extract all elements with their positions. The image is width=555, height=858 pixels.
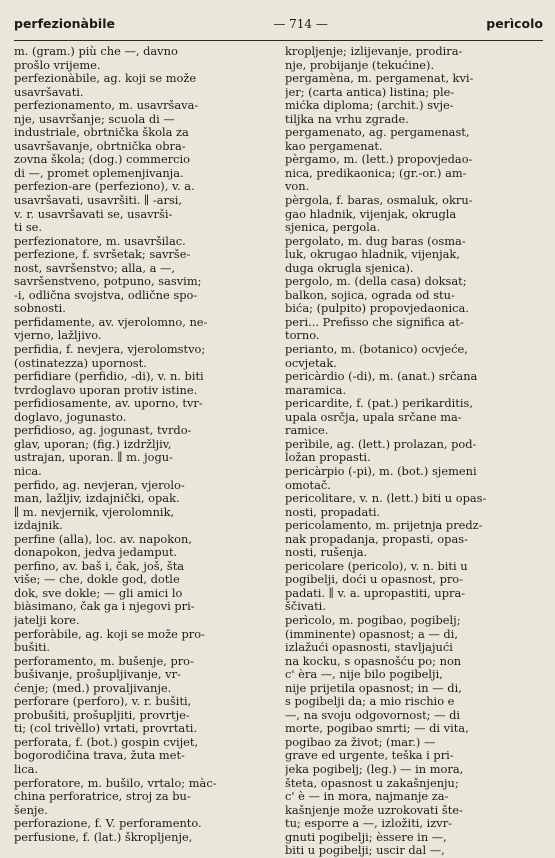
entry-line: mićka diploma; (archit.) svje- [285,98,454,113]
entry-line: perianto, m. (botanico) ocvjeće, [285,342,468,357]
entry-line: peri... Prefisso che significa at- [285,314,464,329]
entry-line: perforata, f. (bot.) gospin cvijet, [14,734,199,749]
entry-line: nje, usavršanje; scuola di — [14,111,175,126]
entry-line: pergolato, m. dug baras (osma- [285,233,466,248]
entry-line: ocvjetak. [285,355,337,370]
entry-line: perfezion-are (perfeziono), v. a. [14,179,195,194]
entry-line: perfidamente, av. vjerolomno, ne- [14,314,208,329]
entry-line: nost, savršenstvo; alla, a —, [14,260,176,275]
entry-line: perfezionamento, m. usavršava- [14,98,199,113]
entry-line: s pogibelji da; a mio rischio e [285,694,455,709]
entry-line: perfusione, f. (lat.) škropljenje, [14,829,193,844]
entry-line: perfidiosamente, av. uporno, tvr- [14,396,203,411]
entry-line: ustrajan, uporan. ∥ m. jogu- [14,450,173,465]
entry-line: izdajnik. [14,518,63,533]
entry-line: perfidiare (perfidio, -di), v. n. biti [14,369,204,384]
page-number: — 714 — [273,17,328,31]
entry-line: pericolitare, v. n. (lett.) biti u opas- [285,491,487,506]
columns [14,45,543,858]
entry-line: morte, pogibao smrti; — di vita, [285,721,469,736]
entry-line: perfine (alla), loc. av. napokon, [14,531,192,546]
entry-line: perforatore, m. bušilo, vrtalo; màc- [14,775,217,790]
entry-line: perfidioso, ag. jogunast, tvrdo- [14,423,192,438]
entry-line: ćenje; (med.) provaljivanje. [14,680,172,695]
entry-line: donapokon, jedva jedamput. [14,545,178,560]
entry-line: c' è — in mora, najmanje za- [285,789,449,804]
entry-line: perforazione, f. V. perforamento. [14,816,202,831]
entry-line: nje, probijanje (tekućine). [285,57,435,72]
entry-line: pericolamento, m. prijetnja predz- [285,518,483,533]
entry-line: pergamèna, m. pergamenat, kvi- [285,71,474,86]
entry-line: china perforatrice, stroj za bu- [14,789,191,804]
entry-line: perfezione, f. svršetak; savrše- [14,247,191,262]
entry-line: ložan propasti. [285,450,371,465]
entry-line: pergolo, m. (della casa) doksat; [285,274,467,289]
header-rule [14,40,543,41]
entry-line: bušiti. [14,640,50,655]
entry-line: nak propadanja, propasti, opas- [285,531,468,546]
entry-line: prošlo vrijeme. [14,57,101,72]
entry-line: ti; (col trivèllo) vrtati, provrtati. [14,721,198,736]
entry-line: doglavo, jogunasto. [14,409,127,424]
entry-line: biàsimano, čak ga i njegovi pri- [14,599,195,614]
entry-line: pericàrdio (-di), m. (anat.) srčana [285,369,478,384]
entry-line: omotač. [285,477,331,492]
entry-line: ∥ m. nevjernik, vjerolomnik, [14,504,175,519]
entry-line: tu; esporre a —, izložiti, izvr- [285,816,453,831]
entry-line: ramice. [285,423,329,438]
right-guide-word: perìcolo [486,16,543,31]
entry-line: pèrgamo, m. (lett.) propovjedao- [285,152,473,167]
entry-line: glav, uporan; (fig.) izdržljiv, [14,436,172,451]
entry-line: probušiti, prošupljiti, provrtje- [14,707,190,722]
entry-line: pericardite, f. (pat.) perikarditis, [285,396,473,411]
entry-line: perfino, av. baš i, čak, još, šta [14,558,185,573]
entry-line: nica. [14,463,42,478]
left-guide-word: perfezionàbile [14,16,115,31]
entry-line: perìcolo, m. pogibao, pogibelj; [285,612,461,627]
entry-line: vjerno, lažljivo. [14,328,102,343]
entry-line: pericàrpio (-pi), m. (bot.) sjemeni [285,463,477,478]
entry-line: kašnjenje može uzrokovati šte- [285,802,463,817]
entry-line: šteta, opasnost u zakašnjenju; [285,775,459,790]
entry-line: gao hladnik, vijenjak, okrugla [285,206,457,221]
entry-line: usavršavati. [14,84,84,99]
entry-line: (imminente) opasnost; a — di, [285,626,458,641]
entry-line: sobnosti. [14,301,66,316]
entry-line: tvrdoglavo uporan protiv istine. [14,382,198,397]
entry-line: nosti, rušenja. [285,545,368,560]
entry-line: bušivanje, prošupljivanje, vr- [14,667,181,682]
entry-line: maramica. [285,382,347,397]
entry-line: lica. [14,761,39,776]
left-column [14,45,271,858]
entry-line: padati. ∥ v. a. upropastiti, upra- [285,585,466,600]
entry-line: izlažući opasnosti, stavljajući [285,640,453,655]
entry-line: —, na svoju odgovornost; — di [285,707,461,722]
entry-line: bogorodičina trava, žuta met- [14,748,185,763]
entry-line: pèrgola, f. baras, osmaluk, okru- [285,193,473,208]
entry-line: sjenica, pergola. [285,220,381,235]
entry-line: više; — che, dokle god, dotle [14,572,180,587]
entry-line: biti u pogibelji; uscir dal —, [285,843,445,858]
entry-line: jatelji kore. [14,612,80,627]
entry-line: balkon, sojica, ograda od stu- [285,287,455,302]
right-column [285,45,542,858]
entry-line: perfezionàbile, ag. koji se može [14,71,197,86]
entry-line: perìbile, ag. (lett.) prolazan, pod- [285,436,477,451]
entry-line: zovna škola; (dog.) commercio [14,152,191,167]
entry-line: grave ed urgente, teška i pri- [285,748,454,763]
entry-line: c' èra —, nije bilo pogibelji, [285,667,443,682]
entry-line: pogibao za život; (mar.) — [285,734,436,749]
entry-line: man, lažljiv, izdajnički, opak. [14,491,180,506]
entry-line: ti se. [14,220,43,235]
entry-line: usavršavati, usavršiti. ∥ -arsi, [14,193,183,208]
entry-line: pogibelji, doći u opasnost, pro- [285,572,464,587]
entry-line: perfidia, f. nevjera, vjerolomstvo; [14,342,206,357]
entry-line: nije prijetila opasnost; in — di, [285,680,462,695]
entry-line: dok, sve dokle; — gli amici lo [14,585,183,600]
entry-line: jeka pogibelj; (leg.) — in mora, [285,761,464,776]
entry-line: perfido, ag. nevjeran, vjerolo- [14,477,185,492]
entry-line: pericolare (pericolo), v. n. biti u [285,558,468,573]
entry-line: m. (gram.) più che —, davno [14,45,178,58]
entry-line: upala osrčja, upala srčane ma- [285,409,462,424]
entry-line: na kocku, s opasnošću po; non [285,653,462,668]
entry-line: perforàbile, ag. koji se može pro- [14,626,205,641]
entry-line: nica, predikaonica; (gr.-or.) am- [285,165,467,180]
entry-line: savršenstveno, potpuno, sasvim; [14,274,202,289]
entry-line: šenje. [14,802,48,817]
entry-line: perfezionatore, m. usavršilac. [14,233,186,248]
entry-line: luk, okrugao hladnik, vijenjak, [285,247,460,262]
entry-line: pergamenato, ag. pergamenast, [285,125,470,140]
entry-line: usavršavanje, obrtnička obra- [14,138,186,153]
entry-line: (ostinatezza) upornost. [14,355,147,370]
page-header [14,16,543,38]
entry-line: kropljenje; izlijevanje, prodira- [285,45,463,58]
entry-line: ščivati. [285,599,326,614]
entry-line: von. [285,179,310,194]
entry-line: di —, promet oplemenjivanja. [14,165,184,180]
entry-line: duga okrugla sjenica). [285,260,414,275]
entry-line: gnuti pogibelji; èssere in —, [285,829,447,844]
entry-line: kao pergamenat. [285,138,383,153]
entry-line: industriale, obrtnička škola za [14,125,189,140]
entry-line: nosti, propadati. [285,504,381,519]
entry-line: torno. [285,328,320,343]
entry-line: tiljka na vrhu zgrade. [285,111,409,126]
entry-line: v. r. usavršavati se, usavrši- [14,206,173,221]
entry-line: perforare (perforo), v. r. bušiti, [14,694,192,709]
entry-line: bića; (pulpito) propovjedaonica. [285,301,469,316]
entry-line: perforamento, m. bušenje, pro- [14,653,194,668]
entry-line: jer; (carta antica) listina; ple- [285,84,455,99]
entry-line: -i, odlična svojstva, odlične spo- [14,287,198,302]
